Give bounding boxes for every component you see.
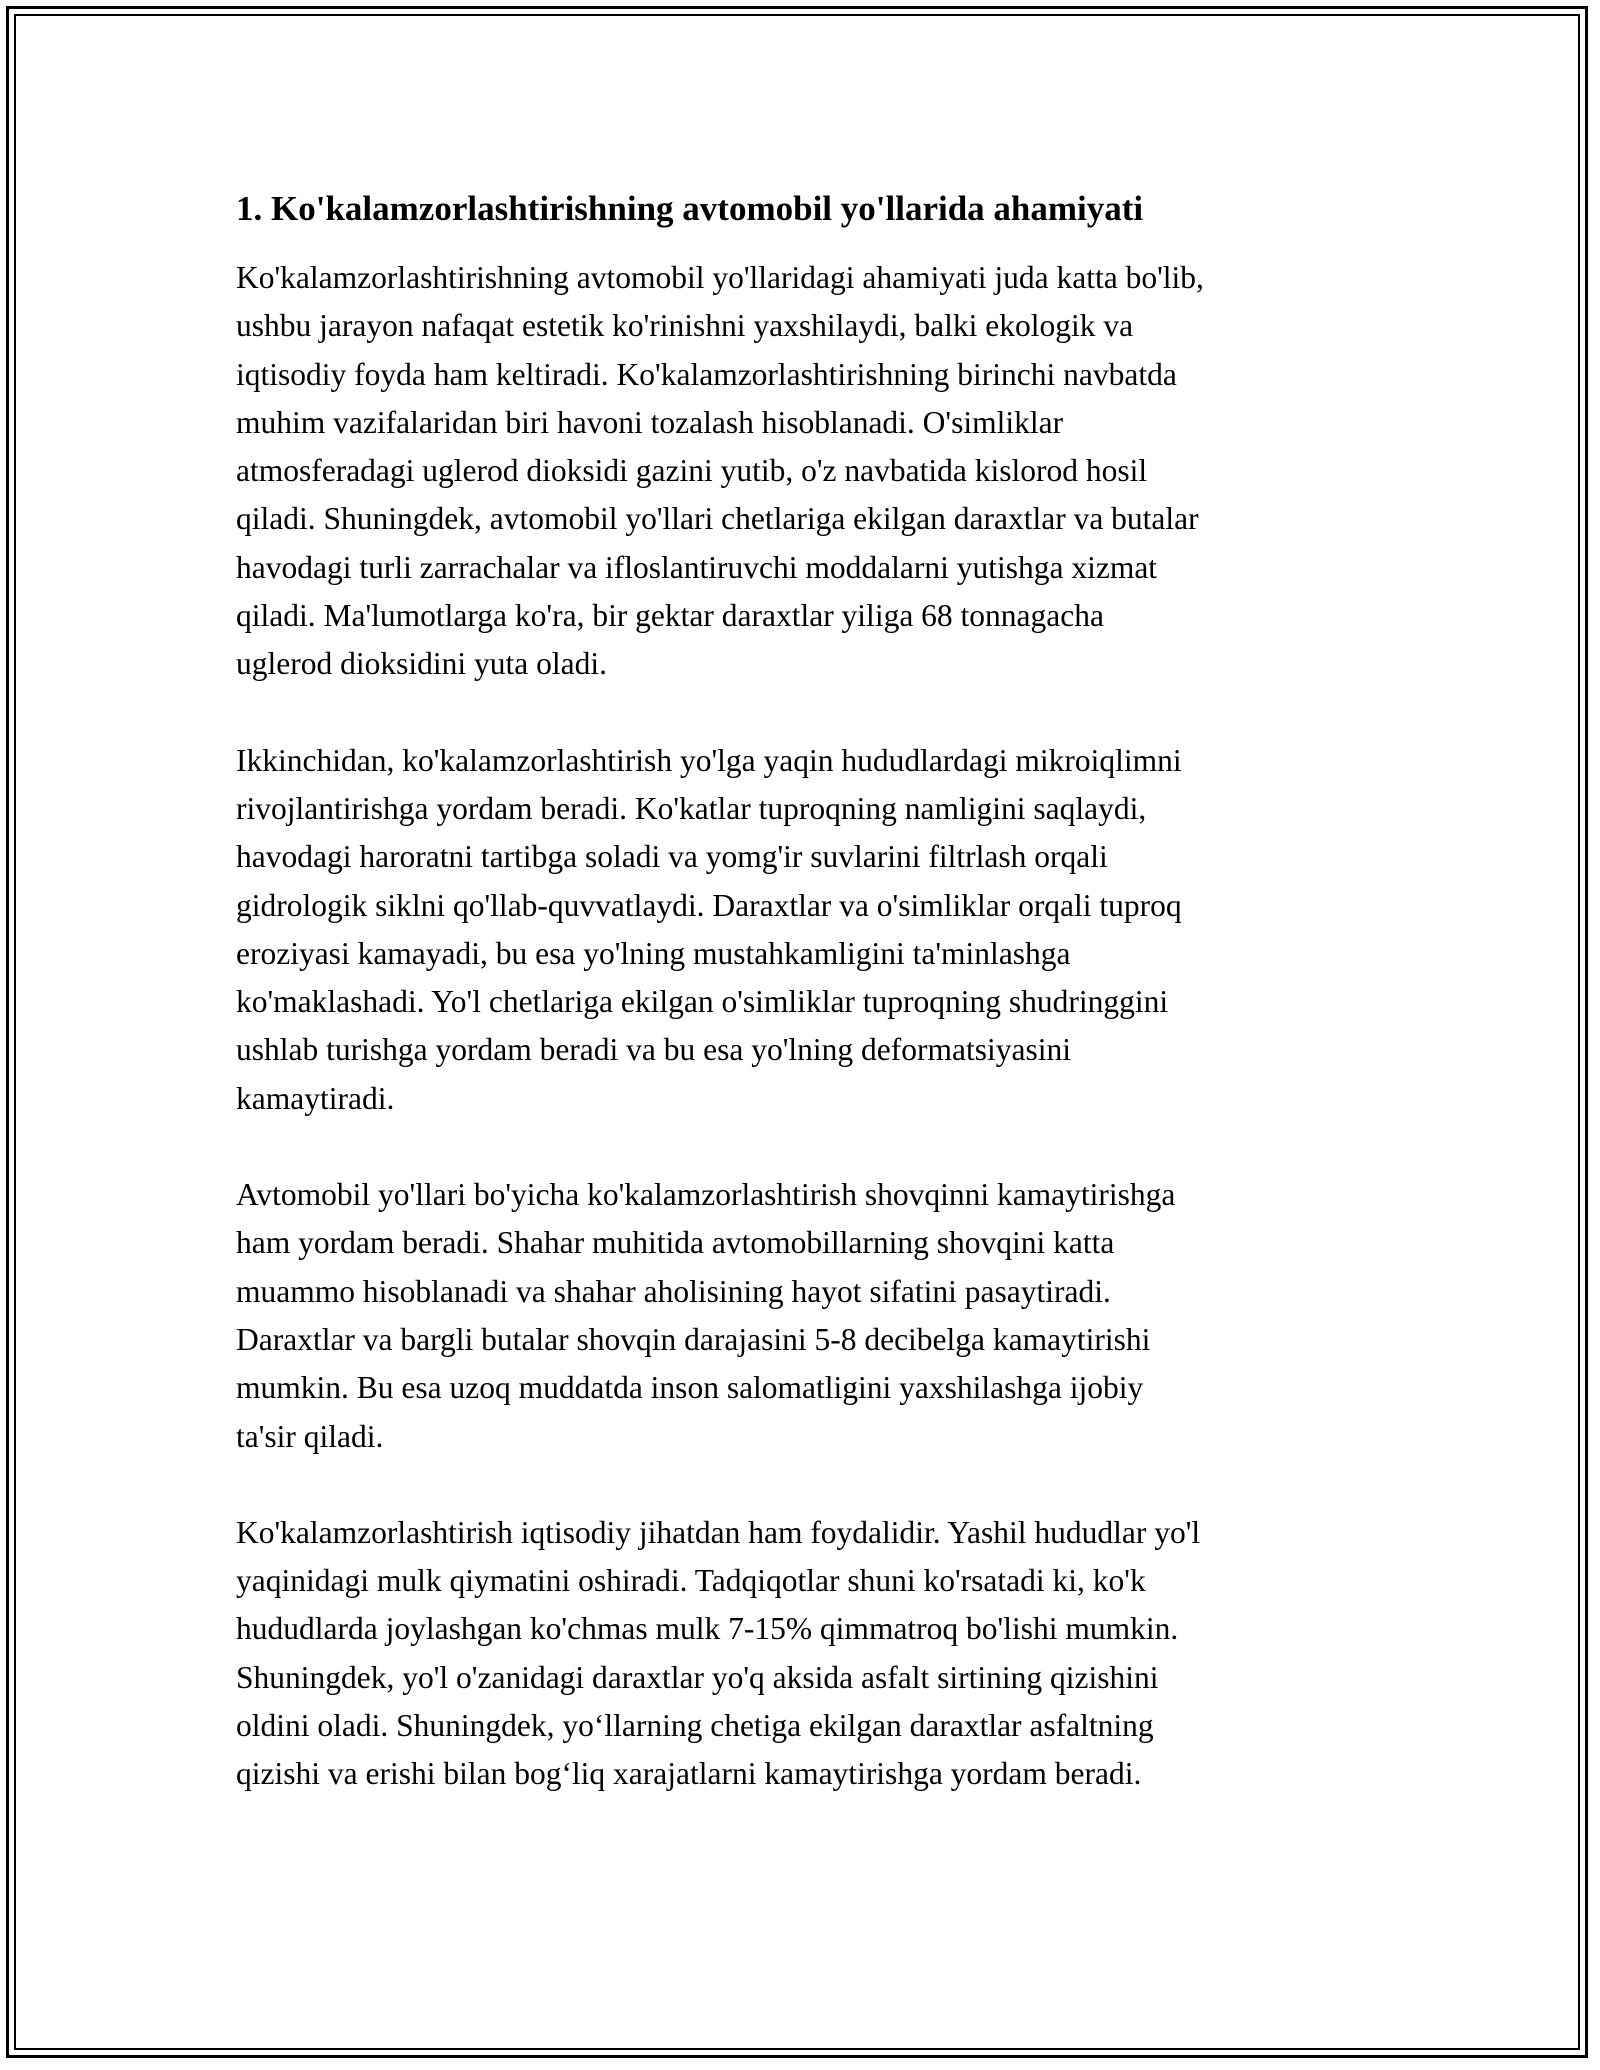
paragraph-line: ushlab turishga yordam beradi va bu esa yo'lning deformatsiyasini <box>236 1032 1071 1068</box>
section-heading: 1. Ko'kalamzorlashtirishning avtomobil yo'llarida ahamiyati <box>236 189 1144 228</box>
paragraph-line: oldini oladi. Shuningdek, yo‘llarning chetiga ekilgan daraxtlar asfaltning <box>236 1708 1154 1744</box>
paragraph-line: kamaytiradi. <box>236 1080 395 1116</box>
paragraph-line: gidrologik siklni qo'llab-quvvatlaydi. Daraxtlar va o'simliklar orqali tuproq <box>236 887 1182 923</box>
paragraph-line: ushbu jarayon nafaqat estetik ko'rinishni yaxshilaydi, balki ekologik va <box>236 308 1134 344</box>
paragraph-line: rivojlantirishga yordam beradi. Ko'katlar tuproqning namligini saqlaydi, <box>236 790 1147 826</box>
paragraph-noise-reduction <box>236 1171 1386 1461</box>
paragraph-line: ham yordam beradi. Shahar muhitida avtomobillarning shovqini katta <box>236 1225 1115 1261</box>
paragraph-air-purification <box>236 254 1386 689</box>
paragraph-line: iqtisodiy foyda ham keltiradi. Ko'kalamzorlashtirishning birinchi navbatda <box>236 356 1177 392</box>
paragraph-line: Shuningdek, yo'l o'zanidagi daraxtlar yo'q aksida asfalt sirtining qizishini <box>236 1659 1159 1695</box>
paragraph-line: atmosferadagi uglerod dioksidi gazini yutib, o'z navbatida kislorod hosil <box>236 453 1148 489</box>
paragraph-line: Ko'kalamzorlashtirish iqtisodiy jihatdan ham foydalidir. Yashil hududlar yo'l <box>236 1514 1201 1550</box>
paragraph-economic-benefit <box>236 1509 1386 1799</box>
paragraph-line: qizishi va erishi bilan bog‘liq xarajatlarni kamaytirishga yordam beradi. <box>236 1756 1142 1792</box>
paragraph-line: muammo hisoblanadi va shahar aholisining hayot sifatini pasaytiradi. <box>236 1273 1111 1309</box>
paragraph-line: qiladi. Ma'lumotlarga ko'ra, bir gektar daraxtlar yiliga 68 tonnagacha <box>236 598 1104 634</box>
paragraph-line: mumkin. Bu esa uzoq muddatda inson salomatligini yaxshilashga ijobiy <box>236 1370 1144 1406</box>
paragraph-line: Ikkinchidan, ko'kalamzorlashtirish yo'lga yaqin hududlardagi mikroiqlimni <box>236 742 1182 778</box>
paragraph-line: eroziyasi kamayadi, bu esa yo'lning mustahkamligini ta'minlashga <box>236 935 1071 971</box>
paragraph-line: yaqinidagi mulk qiymatini oshiradi. Tadqiqotlar shuni ko'rsatadi ki, ko'k <box>236 1563 1146 1599</box>
paragraph-line: ko'maklashadi. Yo'l chetlariga ekilgan o'simliklar tuproqning shudringgini <box>236 984 1169 1020</box>
paragraph-microclimate <box>236 737 1386 1123</box>
paragraph-line: ta'sir qiladi. <box>236 1418 384 1454</box>
paragraph-line: hududlarda joylashgan ko'chmas mulk 7-15% qimmatroq bo'lishi mumkin. <box>236 1611 1179 1647</box>
paragraph-line: uglerod dioksidini yuta oladi. <box>236 646 607 682</box>
document-body <box>236 186 1386 1847</box>
paragraph-line: havodagi haroratni tartibga soladi va yomg'ir suvlarini filtrlash orqali <box>236 839 1108 875</box>
paragraph-line: Daraxtlar va bargli butalar shovqin darajasini 5-8 decibelga kamaytirishi <box>236 1321 1151 1357</box>
paragraph-line: havodagi turli zarrachalar va ifloslantiruvchi moddalarni yutishga xizmat <box>236 549 1158 585</box>
paragraph-line: Avtomobil yo'llari bo'yicha ko'kalamzorlashtirish shovqinni kamaytirishga <box>236 1177 1176 1213</box>
paragraph-line: muhim vazifalaridan biri havoni tozalash hisoblanadi. O'simliklar <box>236 404 1064 440</box>
paragraph-line: Ko'kalamzorlashtirishning avtomobil yo'llaridagi ahamiyati juda katta bo'lib, <box>236 260 1204 295</box>
paragraph-line: qiladi. Shuningdek, avtomobil yo'llari chetlariga ekilgan daraxtlar va butalar <box>236 501 1199 537</box>
